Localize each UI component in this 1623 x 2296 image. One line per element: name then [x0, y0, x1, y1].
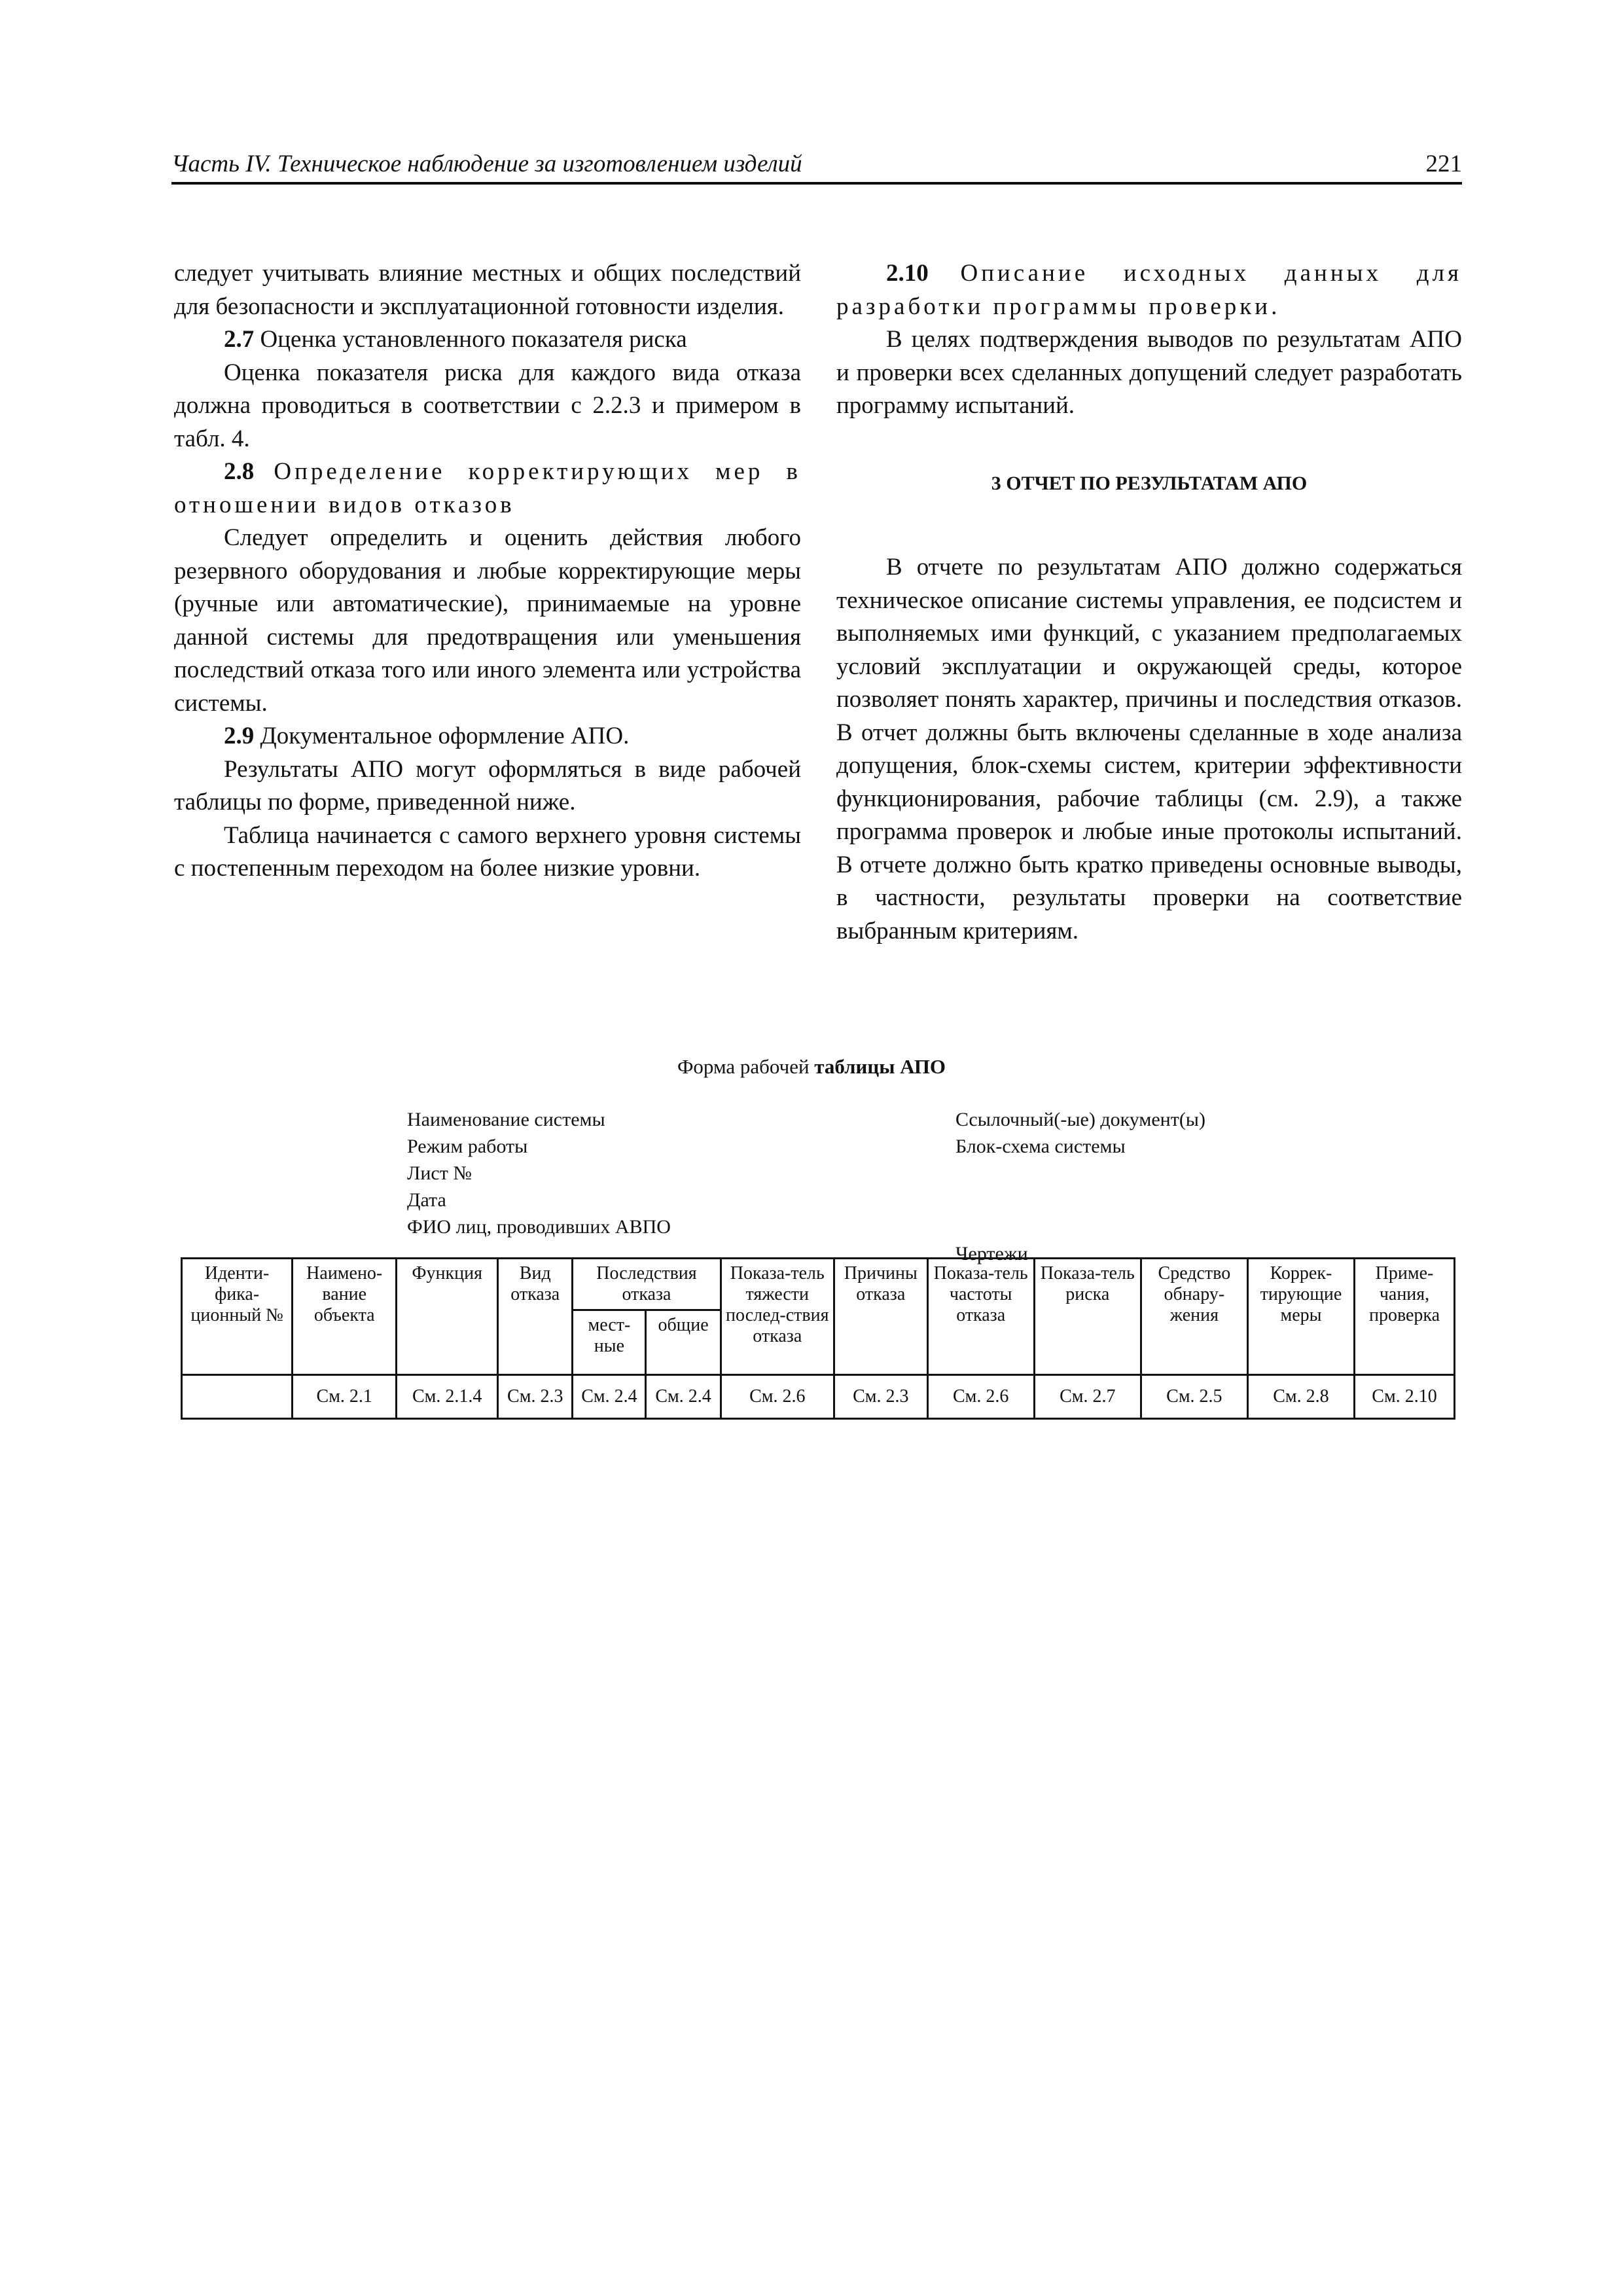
table-cell: См. 2.6 — [721, 1375, 834, 1419]
table-header-row — [182, 1259, 1455, 1310]
left-column — [174, 257, 801, 886]
table-row — [182, 1375, 1455, 1419]
paragraph: Таблица начинается с самого верхнего уровня системы с постепенным переходом на более низкие уровни. — [174, 821, 801, 882]
running-head-title: Часть IV. Техническое наблюдение за изготовлением изделий — [171, 151, 802, 177]
field-drawings: Чертежи — [955, 1243, 1028, 1265]
header-id: Иденти-фика-ционный № — [182, 1259, 293, 1375]
field-reference-documents: Ссылочный(-ые) документ(ы) — [955, 1109, 1205, 1130]
page-number: 221 — [1425, 151, 1462, 177]
header-notes: Приме-чания, проверка — [1355, 1259, 1455, 1375]
header-detection: Средство обнару-жения — [1141, 1259, 1247, 1375]
form-caption: Форма рабочей таблицы АПО — [677, 1055, 946, 1078]
header-local: мест-ные — [573, 1310, 646, 1375]
paragraph: В целях подтверждения выводов по результатам АПО и проверки всех сделанных допущений следует разработать программу испытаний. — [836, 326, 1462, 419]
table-cell: См. 2.3 — [834, 1375, 927, 1419]
form-fields-right — [955, 1106, 1205, 1267]
section-heading-2-7: 2.7 Оценка установленного показателя риска — [224, 326, 687, 353]
apo-worksheet-table — [181, 1257, 1455, 1420]
table-cell: См. 2.8 — [1247, 1375, 1354, 1419]
paragraph: В отчете по результатам АПО должно содержаться техническое описание системы управления, ее подсистем и выполняемых ими функций, с указанием предполагаемых условий эксплуатации и окружающей среды, которое позволяет понять характер, причины и последствия отказов. В отчет должны быть включены сделанные в ходе анализа допущения, блок-схемы систем, критерии эффективности функционирования, рабочие таблицы (см. 2.9), а также программа проверок и любые иные протоколы испытаний. В отчете должно быть кратко приведены основные выводы, в частности, результаты проверки на соответствие выбранным критериям. — [836, 554, 1462, 944]
section-heading-2-9: 2.9 Документальное оформление АПО. — [224, 723, 630, 749]
header-causes: Причины отказа — [834, 1259, 927, 1375]
header-failure-mode: Вид отказа — [498, 1259, 573, 1375]
field-system-name: Наименование системы — [407, 1109, 605, 1130]
header-risk: Показа-тель риска — [1034, 1259, 1141, 1375]
header-general: общие — [646, 1310, 721, 1375]
field-block-diagram: Блок-схема системы — [955, 1136, 1126, 1157]
table-cell — [182, 1375, 293, 1419]
table-cell: См. 2.1 — [293, 1375, 397, 1419]
header-function: Функция — [397, 1259, 498, 1375]
table-cell: См. 2.5 — [1141, 1375, 1247, 1419]
paragraph: следует учитывать влияние местных и общих последствий для безопасности и эксплуатационной готовности изделия. — [174, 260, 801, 320]
field-sheet-number: Лист № — [407, 1162, 472, 1184]
section-3-title: 3 ОТЧЕТ ПО РЕЗУЛЬТАТАМ АПО — [991, 472, 1308, 494]
table-cell: См. 2.4 — [573, 1375, 646, 1419]
header-name: Наимено-вание объекта — [293, 1259, 397, 1375]
table-cell: См. 2.3 — [498, 1375, 573, 1419]
paragraph: Результаты АПО могут оформляться в виде рабочей таблицы по форме, приведенной ниже. — [174, 755, 801, 816]
header-consequences: Последствия отказа — [573, 1259, 721, 1310]
table-cell: См. 2.6 — [927, 1375, 1034, 1419]
section-heading-2-8: 2.8 Определение корректирующих мер в отношении видов отказов — [174, 458, 802, 518]
running-head — [171, 149, 1462, 185]
right-column — [836, 257, 1462, 948]
table-cell: См. 2.7 — [1034, 1375, 1141, 1419]
form-fields-left — [407, 1106, 671, 1240]
field-date: Дата — [407, 1189, 446, 1211]
paragraph: Оценка показателя риска для каждого вида отказа должна проводиться в соответствии с 2.2.3 и примером в табл. 4. — [174, 359, 801, 452]
paragraph: Следует определить и оценить действия любого резервного оборудования и любые корректирующие меры (ручные или автоматические), принимаемые на уровне данной системы для предотвращения или уменьшения последствий отказа того или иного элемента или устройства системы. — [174, 524, 801, 717]
header-corrective: Коррек-тирующие меры — [1247, 1259, 1354, 1375]
table-cell: См. 2.4 — [646, 1375, 721, 1419]
header-frequency: Показа-тель частоты отказа — [927, 1259, 1034, 1375]
header-severity: Показа-тель тяжести послед-ствия отказа — [721, 1259, 834, 1375]
field-responsible-persons: ФИО лиц, проводивших АВПО — [407, 1216, 671, 1238]
section-heading-2-10: 2.10 Описание исходных данных для разработки программы проверки. — [836, 260, 1463, 320]
table-cell: См. 2.1.4 — [397, 1375, 498, 1419]
table-cell: См. 2.10 — [1355, 1375, 1455, 1419]
field-operating-mode: Режим работы — [407, 1136, 528, 1157]
